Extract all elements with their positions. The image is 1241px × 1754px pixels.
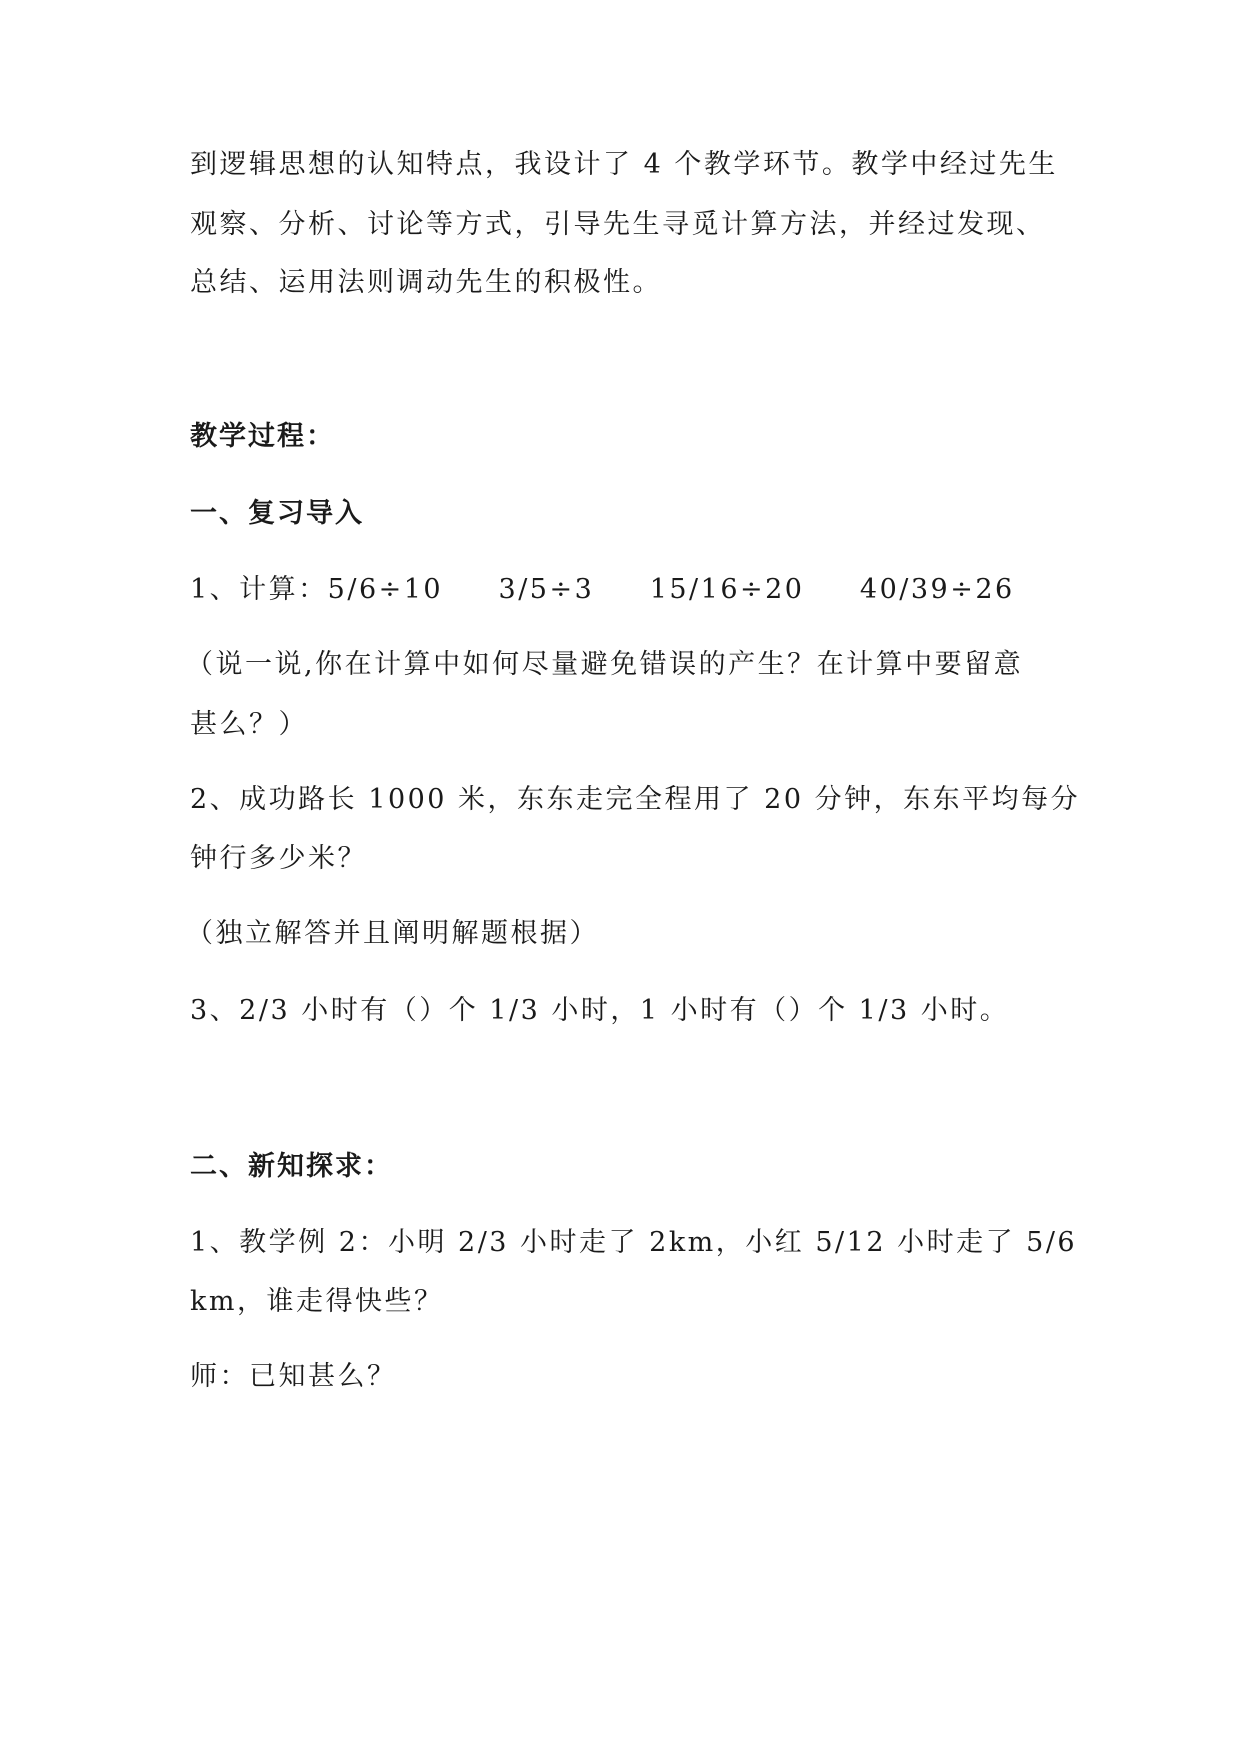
intro-line-3: 总结、运用法则调动先生的积极性。 [190, 267, 662, 298]
section-1-item-3: 3、2/3 小时有（）个 1/3 小时，1 小时有（）个 1/3 小时。 [190, 995, 1010, 1026]
process-heading: 教学过程： [190, 421, 335, 452]
section-1-heading: 一、复习导入 [190, 498, 364, 529]
section-1-note-2: （独立解答并且阐明解题根据） [186, 918, 599, 949]
intro-line-2: 观察、分析、讨论等方式，引导先生寻觅计算方法，并经过发现、 [190, 209, 1046, 240]
section-1-item-2-line-2: 钟行多少米？ [190, 843, 367, 874]
section-2-item-1-line-1: 1、教学例 2：小明 2/3 小时走了 2km，小红 5/12 小时走了 5/6 [190, 1227, 1078, 1258]
teacher-question: 师：已知甚么？ [190, 1361, 397, 1392]
section-1-note-1-line-2: 甚么？） [190, 709, 308, 740]
section-2-heading: 二、新知探求： [190, 1151, 393, 1182]
section-2-item-1-line-2: km，谁走得快些？ [190, 1286, 444, 1317]
section-1-item-2-line-1: 2、成功路长 1000 米，东东走完全程用了 20 分钟，东东平均每分 [190, 784, 1081, 815]
section-1-note-1-line-1: （说一说,你在计算中如何尽量避免错误的产生？在计算中要留意 [186, 649, 1024, 680]
intro-line-1: 到逻辑思想的认知特点，我设计了 4 个教学环节。教学中经过先生 [190, 149, 1058, 180]
section-1-item-1: 1、计算：5/6÷10 3/5÷3 15/16÷20 40/39÷26 [190, 574, 1015, 605]
